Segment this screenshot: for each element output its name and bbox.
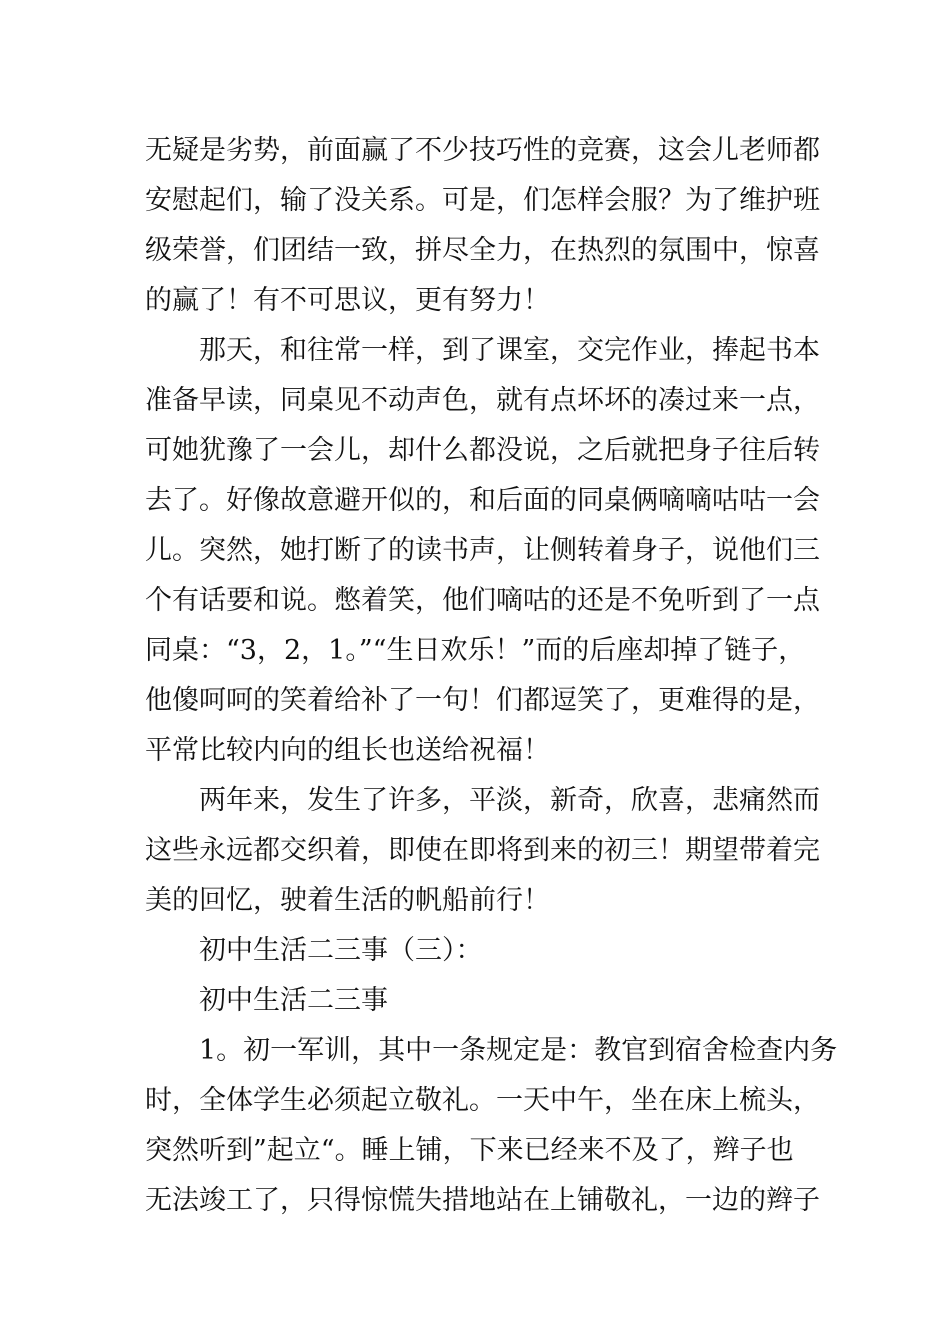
text-line: 可她犹豫了一会儿，却什么都没说，之后就把身子往后转 [145, 435, 820, 466]
text-line: 那天，和往常一样，到了课室，交完作业，捧起书本 [199, 335, 820, 366]
text-line: 个有话要和说。憋着笑，他们嘀咕的还是不免听到了一点 [145, 585, 820, 616]
text-line: 两年来，发生了许多，平淡，新奇，欣喜，悲痛然而 [199, 785, 820, 816]
text-line: 初中生活二三事（三）： [199, 935, 483, 966]
text-line: 去了。好像故意避开似的，和后面的同桌俩嘀嘀咕咕一会 [145, 485, 820, 516]
text-line: 安慰起们，输了没关系。可是，们怎样会服？为了维护班 [145, 185, 820, 216]
text-line: 儿。突然，她打断了的读书声，让侧转着身子，说他们三 [145, 535, 820, 566]
text-line: 的赢了！有不可思议，更有努力！ [145, 285, 550, 316]
text-line: 级荣誉，们团结一致，拼尽全力，在热烈的氛围中，惊喜 [145, 235, 820, 266]
text-line: 平常比较内向的组长也送给祝福！ [145, 735, 550, 766]
text-line: 他傻呵呵的笑着给补了一句！们都逗笑了，更难得的是， [145, 685, 820, 716]
text-line: 准备早读，同桌见不动声色，就有点坏坏的凑过来一点， [145, 385, 820, 416]
text-line: 突然听到”起立“。睡上铺，下来已经来不及了，辫子也 [145, 1135, 794, 1166]
text-line: 这些永远都交织着，即使在即将到来的初三！期望带着完 [145, 835, 820, 866]
text-line: 同桌：“3，2，1。”“生日欢乐！”而的后座却掉了链子， [145, 635, 806, 666]
text-line: 1。初一军训，其中一条规定是：教官到宿舍检查内务 [199, 1035, 838, 1066]
body-text [145, 126, 838, 1226]
text-line: 无疑是劣势，前面赢了不少技巧性的竞赛，这会儿老师都 [145, 135, 820, 166]
text-line: 美的回忆，驶着生活的帆船前行！ [145, 885, 550, 916]
text-line: 时，全体学生必须起立敬礼。一天中午，坐在床上梳头， [145, 1085, 820, 1116]
text-line: 初中生活二三事 [199, 985, 388, 1016]
text-line: 无法竣工了，只得惊慌失措地站在上铺敬礼，一边的辫子 [145, 1185, 820, 1216]
